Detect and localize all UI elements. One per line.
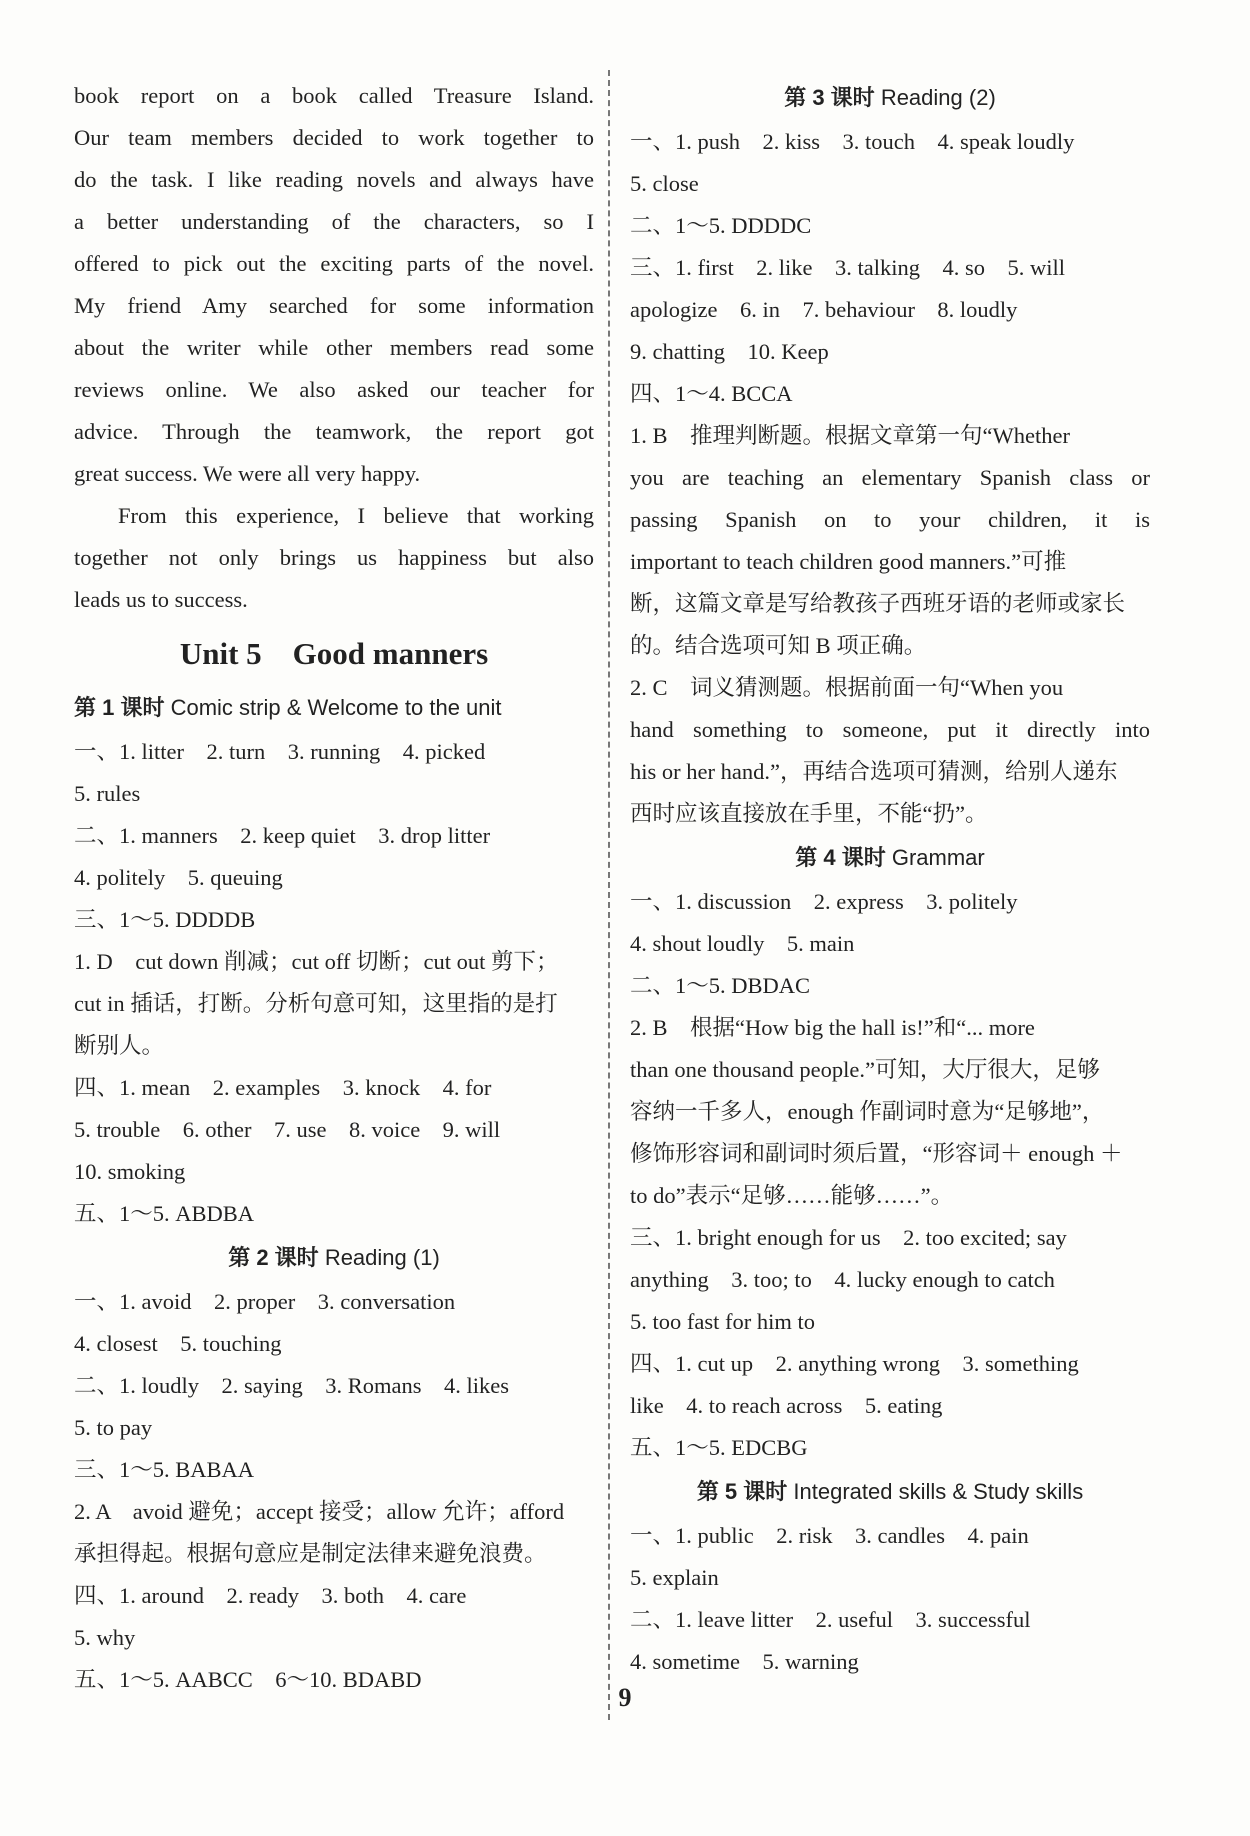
answer-line: 二、1～5. DDDDC	[630, 213, 812, 238]
left-column	[74, 75, 594, 1701]
answer-line: you are teaching an elementary Spanish class or	[630, 465, 1150, 490]
answer-line: his or her hand.”，再结合选项可猜测，给别人递东	[630, 759, 1118, 784]
answer-line: 四、1. cut up 2. anything wrong 3. something	[630, 1351, 1079, 1376]
lesson-title: Integrated skills & Study skills	[793, 1479, 1084, 1504]
answer-line: 三、1～5. DDDDB	[74, 907, 256, 932]
answer-line: passing Spanish on to your children, it is	[630, 507, 1150, 532]
answer-line: 五、1～5. ABDBA	[74, 1201, 255, 1226]
answer-line: 修饰形容词和副词时须后置，“形容词＋ enough ＋	[630, 1141, 1123, 1166]
text-line: offered to pick out the exciting parts of the novel.	[74, 251, 594, 276]
answer-line: 2. B 根据“How big the hall is!”和“... more	[630, 1015, 1035, 1040]
lesson-title: Grammar	[891, 845, 985, 870]
text-line: From this experience, I believe that working	[118, 503, 594, 528]
lesson-number: 第 2 课时	[228, 1245, 319, 1270]
answer-line: 4. sometime 5. warning	[630, 1649, 859, 1674]
answer-line: to do”表示“足够……能够……”。	[630, 1183, 954, 1208]
essay-paragraph-2	[74, 495, 594, 621]
answer-line: 5. explain	[630, 1565, 719, 1590]
answer-line: 2. A avoid 避免；accept 接受；allow 允许；afford	[74, 1499, 565, 1524]
lesson-title: Reading (2)	[880, 85, 996, 110]
answer-line: than one thousand people.”可知，大厅很大，足够	[630, 1057, 1100, 1082]
lesson-3-answers	[630, 121, 1150, 835]
answer-line: 1. B 推理判断题。根据文章第一句“Whether	[630, 423, 1070, 448]
text-line: book report on a book called Treasure Island.	[74, 83, 594, 108]
answer-line: 西时应该直接放在手里，不能“扔”。	[630, 801, 988, 826]
lesson-number: 第 3 课时	[784, 85, 875, 110]
answer-line: cut in 插话，打断。分析句意可知，这里指的是打	[74, 991, 558, 1016]
lesson-5-answers	[630, 1515, 1150, 1683]
answer-line: 容纳一千多人，enough 作副词时意为“足够地”，	[630, 1099, 1105, 1124]
answer-line: 二、1. manners 2. keep quiet 3. drop litter	[74, 823, 491, 848]
answer-line: 一、1. push 2. kiss 3. touch 4. speak loudly	[630, 129, 1075, 154]
answer-line: 5. to pay	[74, 1415, 153, 1440]
answer-line: 五、1～5. AABCC 6～10. BDABD	[74, 1667, 422, 1692]
answer-line: 一、1. avoid 2. proper 3. conversation	[74, 1289, 456, 1314]
text-line: Our team members decided to work together to	[74, 125, 594, 150]
answer-line: 四、1. mean 2. examples 3. knock 4. for	[74, 1075, 492, 1100]
answer-line: 三、1. first 2. like 3. talking 4. so 5. will	[630, 255, 1065, 280]
lesson-1-answers	[74, 731, 594, 1235]
answer-line: important to teach children good manners.”可推	[630, 549, 1067, 574]
essay-paragraph-1	[74, 75, 594, 495]
lesson-number: 第 1 课时	[74, 695, 165, 720]
answer-line: hand something to someone, put it directly into	[630, 717, 1150, 742]
lesson-2-answers	[74, 1281, 594, 1701]
answer-line: 9. chatting 10. Keep	[630, 339, 829, 364]
text-line: a better understanding of the characters, so I	[74, 209, 594, 234]
lesson-number: 第 4 课时	[795, 845, 886, 870]
answer-line: 5. too fast for him to	[630, 1309, 815, 1334]
answer-line: 五、1～5. EDCBG	[630, 1435, 808, 1460]
answer-line: 断别人。	[74, 1033, 165, 1058]
answer-line: 4. politely 5. queuing	[74, 865, 283, 890]
text-line: reviews online. We also asked our teacher for	[74, 377, 594, 402]
answer-line: like 4. to reach across 5. eating	[630, 1393, 943, 1418]
lesson-heading-4	[630, 835, 1150, 881]
answer-line: 二、1～5. DBDAC	[630, 973, 811, 998]
text-line: do the task. I like reading novels and always have	[74, 167, 594, 192]
lesson-number: 第 5 课时	[696, 1479, 788, 1504]
text-line: advice. Through the teamwork, the report got	[74, 419, 594, 444]
answer-line: 5. rules	[74, 781, 141, 806]
answer-line: anything 3. too; to 4. lucky enough to catch	[630, 1267, 1055, 1292]
lesson-heading-3	[630, 75, 1150, 121]
right-column	[630, 75, 1150, 1683]
answer-line: 断，这篇文章是写给教孩子西班牙语的老师或家长	[630, 591, 1126, 616]
answer-line: 四、1. around 2. ready 3. both 4. care	[74, 1583, 467, 1608]
text-line: great success. We were all very happy.	[74, 461, 421, 486]
answer-line: 10. smoking	[74, 1159, 186, 1184]
answer-line: 承担得起。根据句意应是制定法律来避免浪费。	[74, 1541, 547, 1566]
lesson-4-answers	[630, 881, 1150, 1469]
answer-line: 5. trouble 6. other 7. use 8. voice 9. will	[74, 1117, 501, 1142]
answer-line: 4. closest 5. touching	[74, 1331, 282, 1356]
answer-line: 5. why	[74, 1625, 136, 1650]
answer-line: 5. close	[630, 171, 699, 196]
lesson-heading-2	[74, 1235, 594, 1281]
unit-title: Unit 5 Good manners	[179, 636, 489, 671]
text-line: together not only brings us happiness but also	[74, 545, 594, 570]
lesson-heading-1	[74, 685, 594, 731]
answer-line: 三、1～5. BABAA	[74, 1457, 255, 1482]
answer-line: 四、1～4. BCCA	[630, 381, 793, 406]
text-line: My friend Amy searched for some information	[74, 293, 594, 318]
lesson-title: Reading (1)	[324, 1245, 440, 1270]
text-line: leads us to success.	[74, 587, 248, 612]
answer-line: 2. C 词义猜测题。根据前面一句“When you	[630, 675, 1064, 700]
answer-line: apologize 6. in 7. behaviour 8. loudly	[630, 297, 1018, 322]
lesson-title: Comic strip & Welcome to the unit	[170, 695, 502, 720]
answer-line: 二、1. leave litter 2. useful 3. successful	[630, 1607, 1031, 1632]
answer-line: 二、1. loudly 2. saying 3. Romans 4. likes	[74, 1373, 509, 1398]
answer-line: 一、1. public 2. risk 3. candles 4. pain	[630, 1523, 1029, 1548]
answer-line: 4. shout loudly 5. main	[630, 931, 855, 956]
answer-line: 1. D cut down 削减；cut off 切断；cut out 剪下；	[74, 949, 559, 974]
page-number: 9	[618, 1683, 632, 1712]
answer-line: 三、1. bright enough for us 2. too excited; say	[630, 1225, 1067, 1250]
column-divider	[608, 70, 610, 1720]
answer-line: 的。结合选项可知 B 项正确。	[630, 633, 927, 658]
answer-line: 一、1. litter 2. turn 3. running 4. picked	[74, 739, 486, 764]
answer-line: 一、1. discussion 2. express 3. politely	[630, 889, 1018, 914]
text-line: about the writer while other members read some	[74, 335, 594, 360]
lesson-heading-5	[630, 1469, 1150, 1515]
